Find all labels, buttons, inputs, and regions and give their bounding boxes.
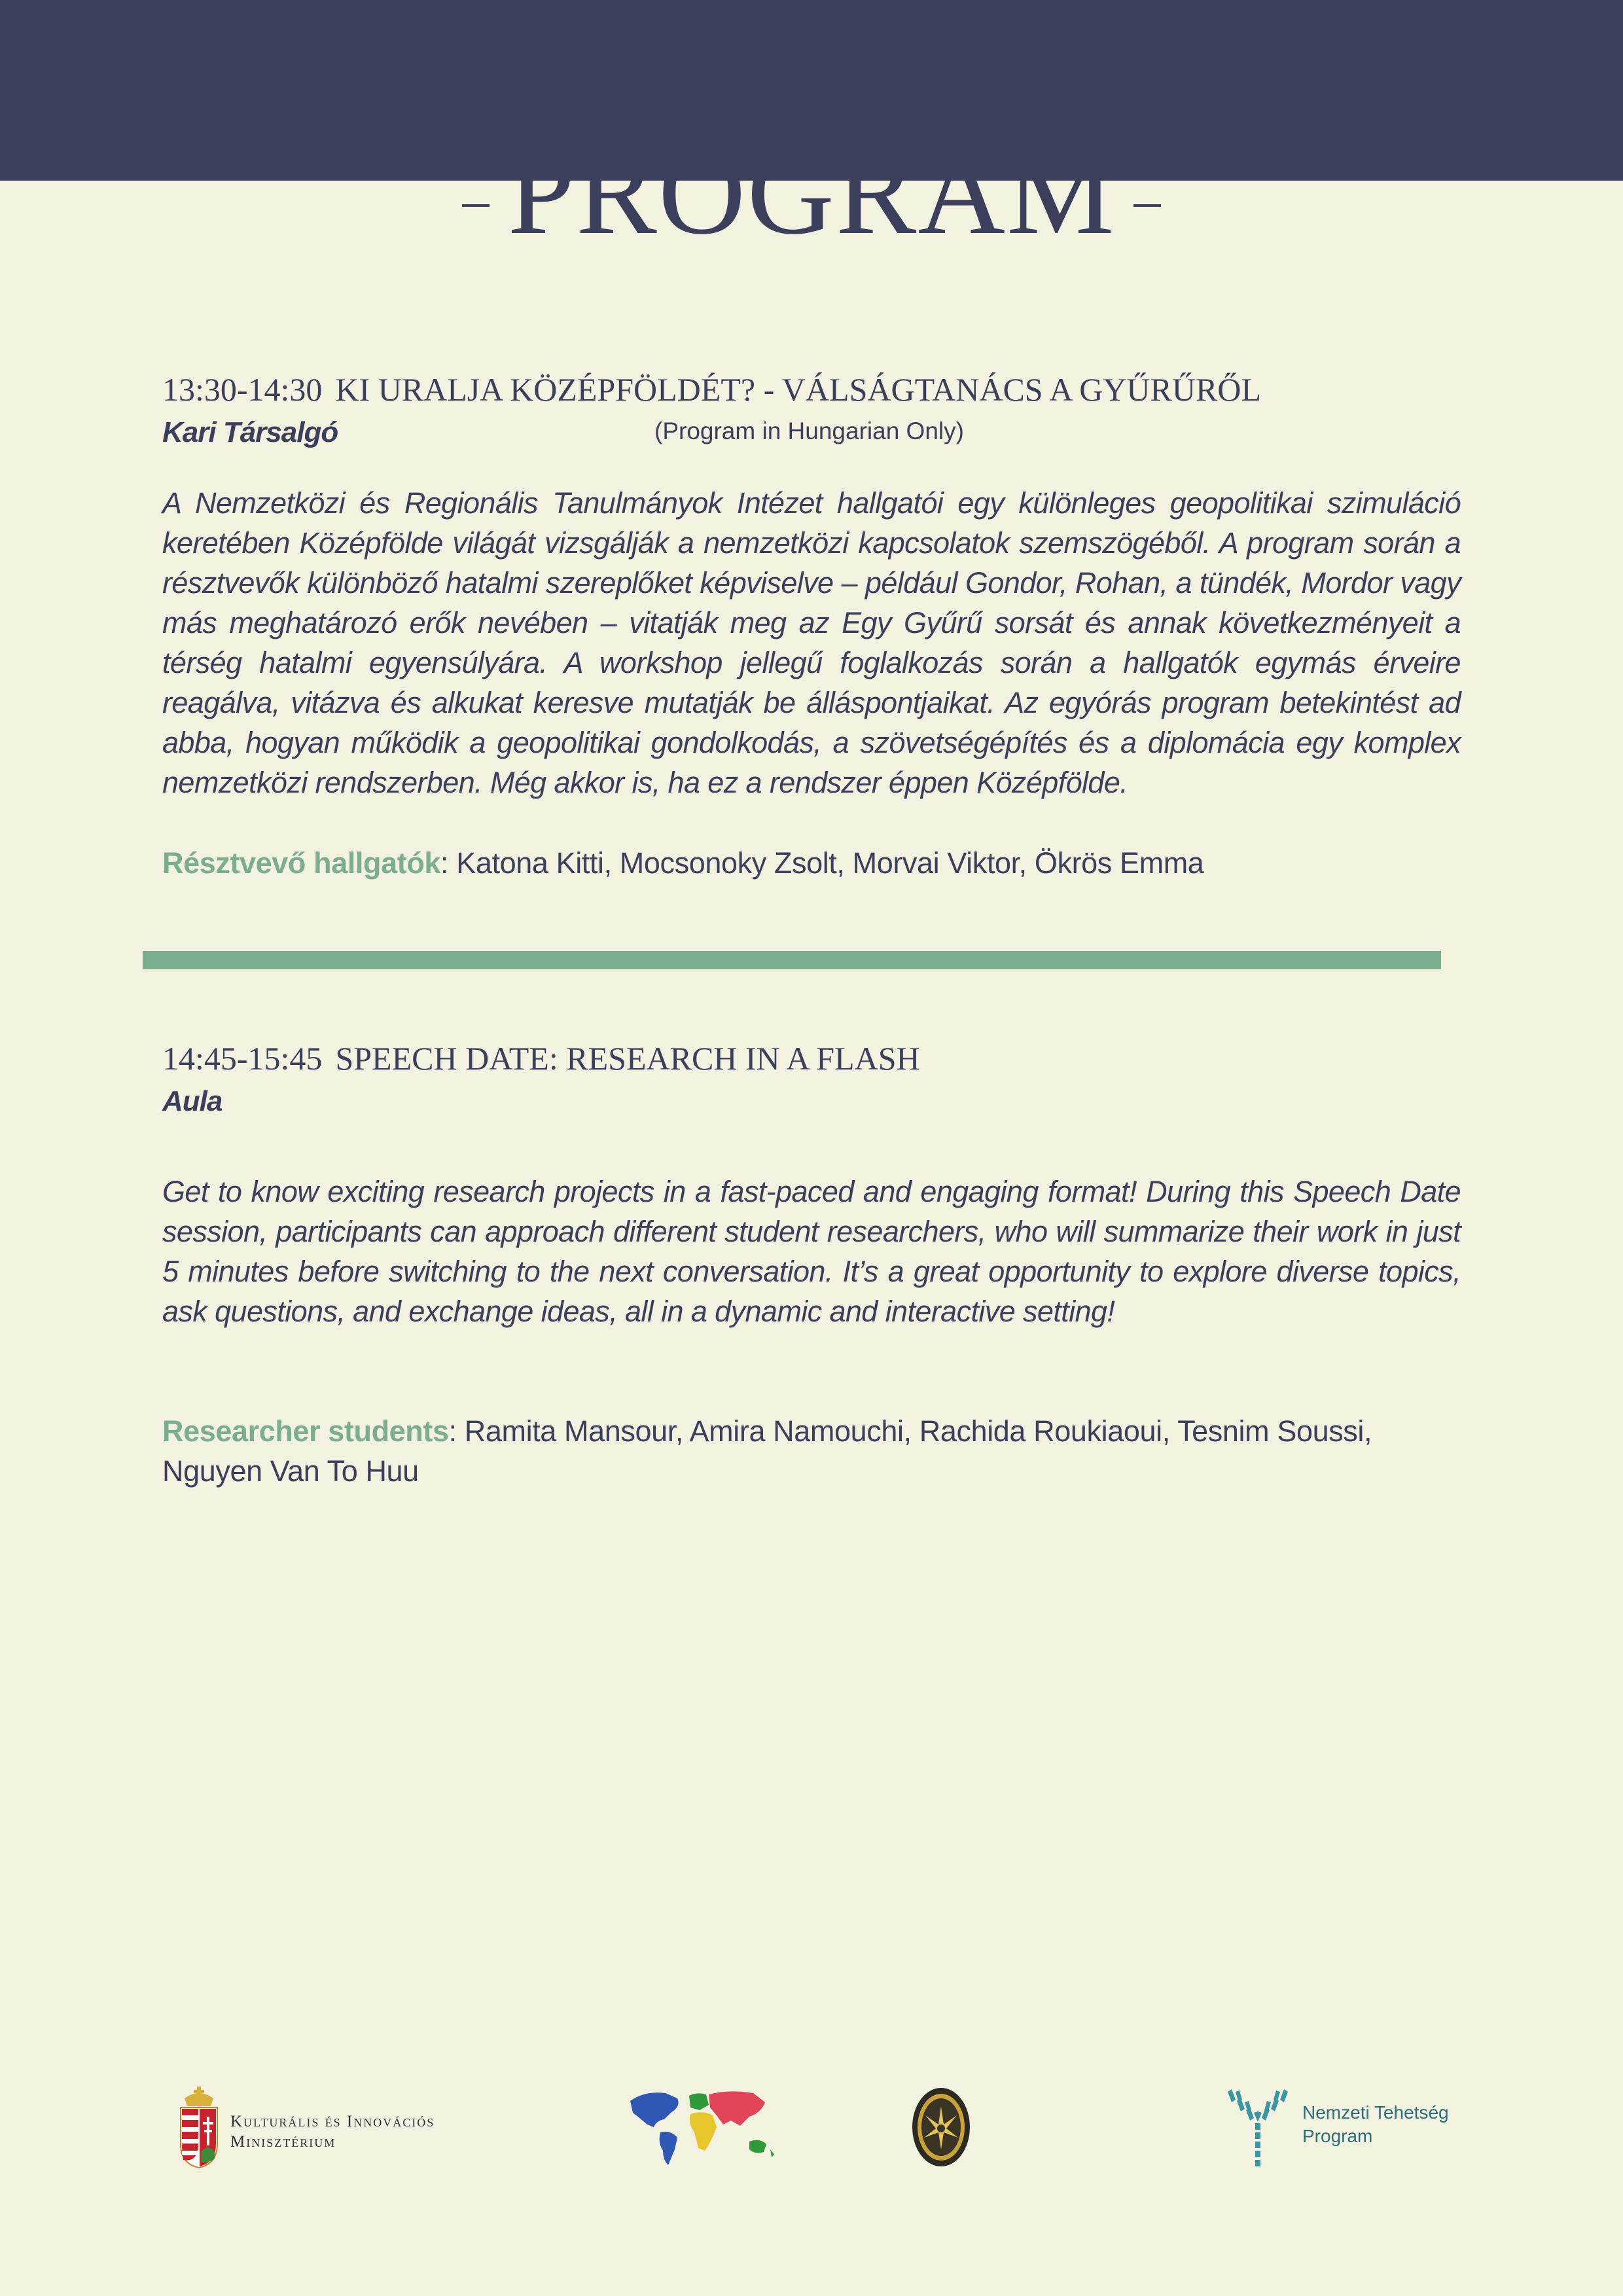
session-title: KI URALJA KÖZÉPFÖLDÉT? - VÁLSÁGTANÁCS A GYŰRŰRŐL: [335, 371, 1261, 408]
participants-names: : Katona Kitti, Mocsonoky Zsolt, Morvai Viktor, Ökrös Emma: [440, 846, 1204, 880]
session-description: A Nemzetközi és Regionális Tanulmányok Intézet hallgatói egy különleges geopolitikai szimuláció keretében Középfölde világát vizsgálják a nemzetközi kapcsolatok szemszögéből. A program során a résztvevők különböző hatalmi szereplőket képviselve – például Gondor, Rohan, a tündék, Mordor vagy más meghatározó erők nevében – vitatják meg az Egy Gyűrű sorsát és annak következményeit a térség hatalmi egyensúlyára. A workshop jellegű foglalkozás során a hallgatók egymás érveire reagálva, vitázva és alkukat keresve mutatják be álláspontjaikat. Az egyórás program betekintést ad abba, hogyan működik a geopolitikai gondolkodás, a szövetségépítés és a diplomácia egy komplex nemzetközi rendszerben. Még akkor is, ha ez a rendszer éppen Középfölde.: [162, 486, 1461, 799]
ntp-line-1: Nemzeti Tehetség: [1302, 2102, 1449, 2123]
session-time: 13:30-14:30: [162, 371, 323, 408]
title-dash-left: [462, 204, 490, 207]
ntp-name: [1302, 2101, 1449, 2148]
ministry-line-2: Minisztérium: [230, 2133, 336, 2151]
page-title-text: PROGRAM: [507, 126, 1116, 260]
hungarian-coat-of-arms-icon: [178, 2087, 220, 2169]
session-description: Get to know exciting research projects in a fast-paced and engaging format! During this Speech Date session, participants can approach different student researchers, who will summarize their work in just 5 minutes before switching to the next conversation. It’s a great opportunity to explore diverse topics, ask questions, and exchange ideas, all in a dynamic and interactive setting!: [162, 1175, 1461, 1328]
page-title: [0, 128, 1623, 259]
ministry-name: [230, 2111, 435, 2152]
participants: [162, 843, 1461, 883]
ntp-logo-icon: [1225, 2088, 1291, 2169]
session-venue: Kari Társalgó: [162, 416, 338, 448]
section-divider: [143, 951, 1441, 969]
session-title: SPEECH DATE: RESEARCH IN A FLASH: [335, 1040, 920, 1077]
venue-row: [162, 413, 1461, 452]
session-venue: Aula: [162, 1085, 223, 1117]
session-2: [162, 1039, 1461, 1491]
session-1: [162, 370, 1461, 883]
ntp-line-2: Program: [1302, 2126, 1373, 2146]
session-heading: [162, 370, 1461, 409]
venue-row: [162, 1082, 1461, 1121]
session-heading: [162, 1039, 1461, 1078]
participants-names: : Ramita Mansour, Amira Namouchi, Rachida Roukiaoui, Tesnim Soussi, Nguyen Van To Huu: [162, 1414, 1372, 1488]
participants: [162, 1411, 1461, 1491]
participants-label: Researcher students: [162, 1414, 449, 1448]
title-dash-right: [1133, 204, 1161, 207]
language-note: (Program in Hungarian Only): [654, 418, 964, 444]
university-seal-icon: [911, 2087, 971, 2168]
world-map-icon: [625, 2087, 789, 2168]
participants-label: Résztvevő hallgatók: [162, 846, 441, 880]
session-time: 14:45-15:45: [162, 1040, 323, 1077]
ministry-line-1: Kulturális és Innovációs: [230, 2113, 435, 2130]
